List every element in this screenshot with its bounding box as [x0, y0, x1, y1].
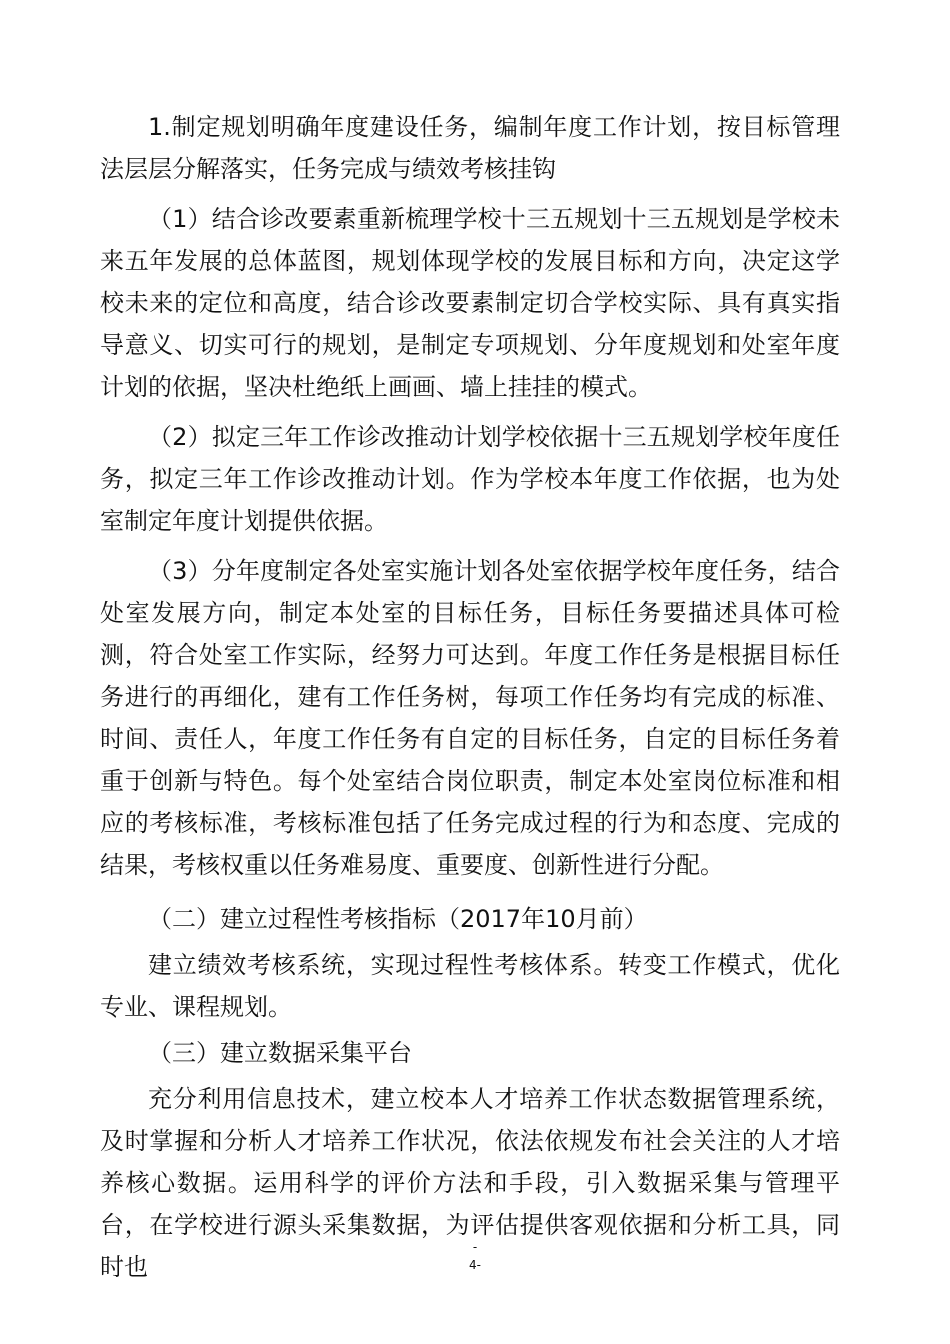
section-heading-2: （二）建立过程性考核指标（2017年10月前） — [148, 905, 648, 933]
paragraph-5: 建立绩效考核系统，实现过程性考核体系。转变工作模式，优化专业、课程规划。 — [100, 951, 840, 1021]
section-heading-3: （三）建立数据采集平台 — [148, 1039, 412, 1067]
paragraph-4: （3）分年度制定各处室实施计划各处室依据学校年度任务，结合处室发展方向，制定本处室的目标任务，目标任务要描述具体可检测，符合处室工作实际，经努力可达到。年度工作任务是根据目标任务进行的再细化，建有工作任务树，每项工作任务均有完成的标准、时间、责任人，年度工作任务有自定的目标任务，自定的目标任务着重于创新与特色。每个处室结合岗位职责，制定本处室岗位标准和相应的考核标准，考核标准包括了任务完成过程的行为和态度、完成的结果，考核权重以任务难易度、重要度、创新性进行分配。 — [100, 557, 840, 879]
paragraph-6: 充分利用信息技术，建立校本人才培养工作状态数据管理系统，及时掌握和分析人才培养工作状况，依法依规发布社会关注的人才培养核心数据。运用科学的评价方法和手段，引入数据采集与管理平台，在学校进行源头采集数据，为评估提供客观依据和分析工具，同时也 — [100, 1085, 840, 1281]
footer-dash: - — [472, 1240, 478, 1254]
document-body — [100, 106, 840, 1288]
paragraph-1: 1.制定规划明确年度建设任务，编制年度工作计划，按目标管理法层层分解落实，任务完成与绩效考核挂钩 — [100, 113, 840, 183]
page-number: 4- — [469, 1258, 481, 1272]
paragraph-3: （2）拟定三年工作诊改推动计划学校依据十三五规划学校年度任务，拟定三年工作诊改推动计划。作为学校本年度工作依据，也为处室制定年度计划提供依据。 — [100, 423, 840, 535]
paragraph-2: （1）结合诊改要素重新梳理学校十三五规划十三五规划是学校未来五年发展的总体蓝图，规划体现学校的发展目标和方向，决定这学校未来的定位和高度，结合诊改要素制定切合学校实际、具有真实指导意义、切实可行的规划，是制定专项规划、分年度规划和处室年度计划的依据，坚决杜绝纸上画画、墙上挂挂的模式。 — [100, 205, 840, 401]
